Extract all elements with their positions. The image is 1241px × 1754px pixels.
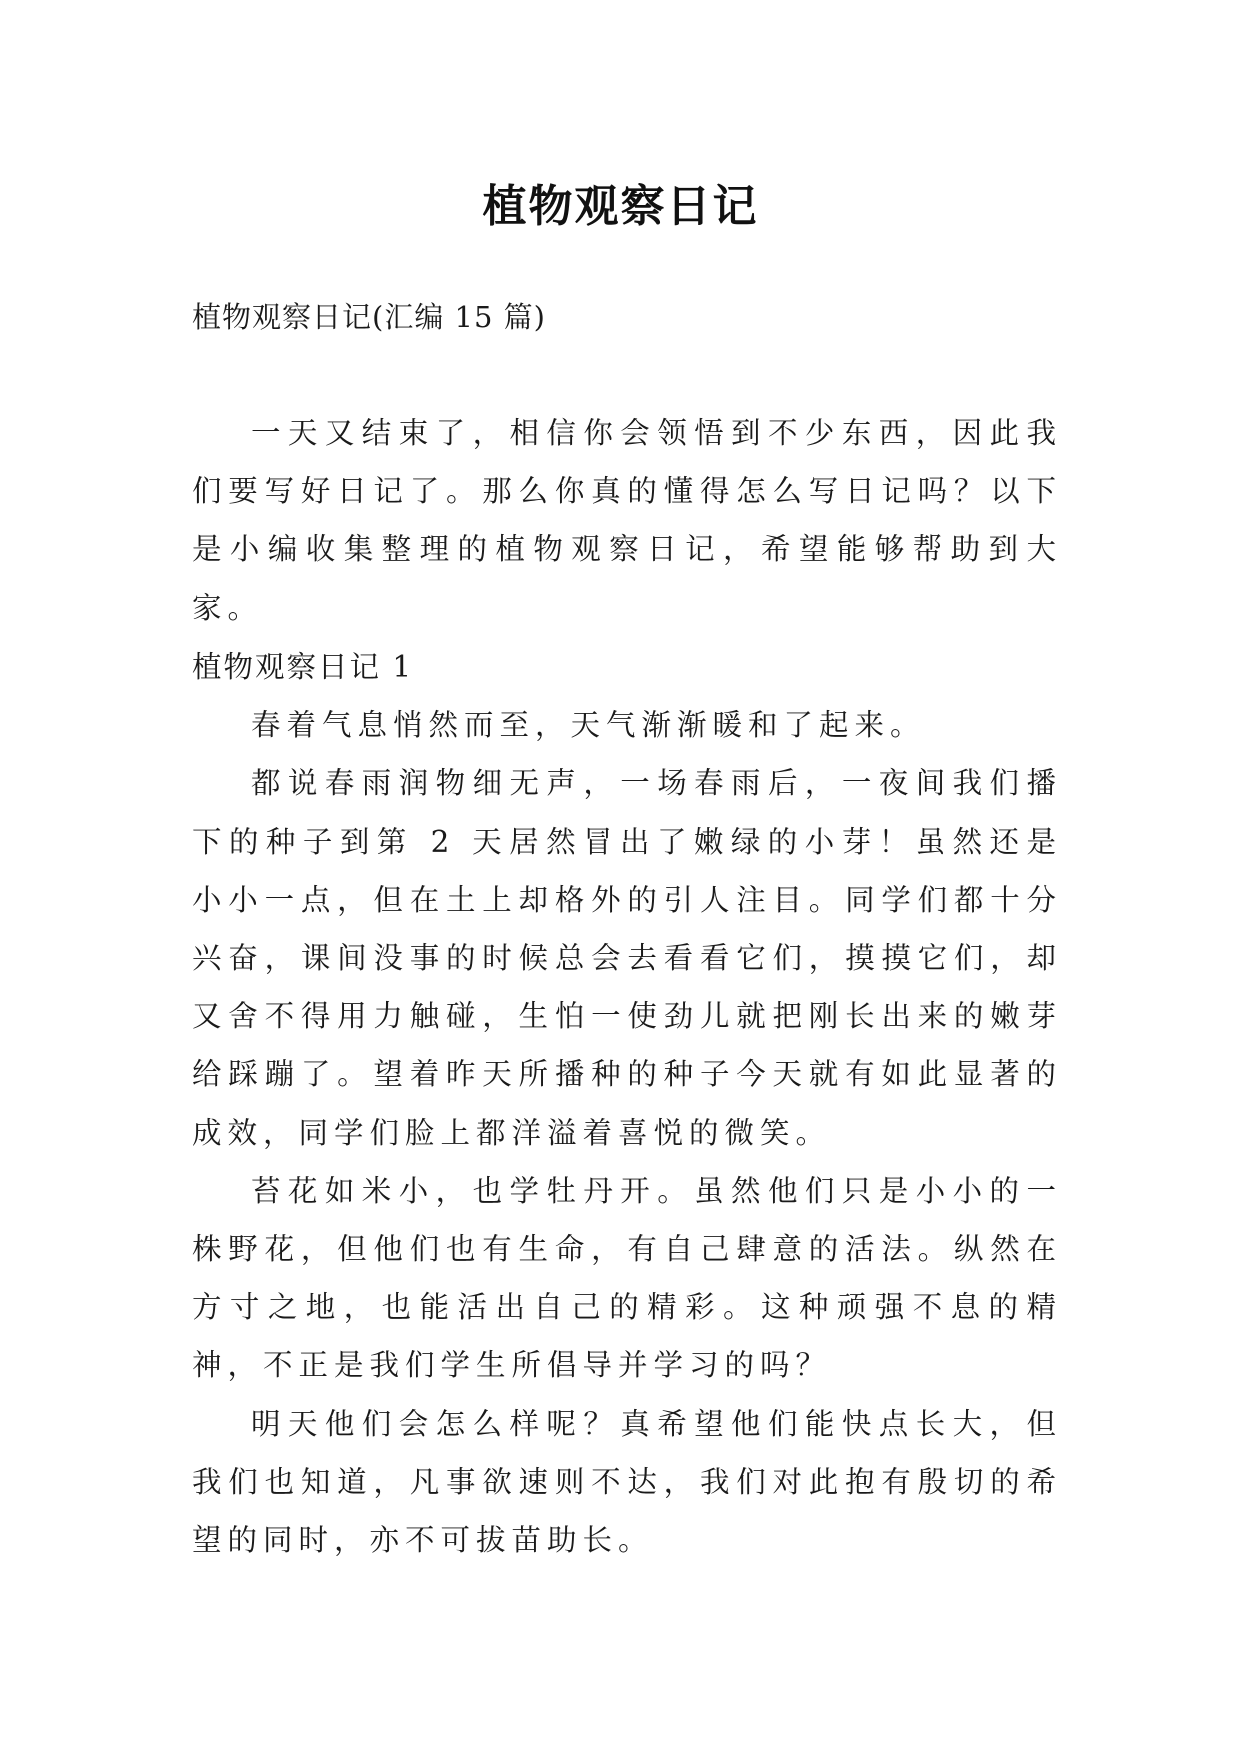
entry-paragraph: 春着气息悄然而至，天气渐渐暖和了起来。 — [251, 708, 926, 743]
intro-section — [192, 404, 1062, 637]
intro-paragraph: 一天又结束了，相信你会领悟到不少东西，因此我们要写好日记了。那么你真的懂得怎么写日记吗？以下是小编收集整理的植物观察日记，希望能够帮助到大家。 — [192, 416, 1062, 625]
entry-paragraph: 明天他们会怎么样呢？真希望他们能快点长大，但我们也知道，凡事欲速则不达，我们对此抱有殷切的希望的同时，亦不可拔苗助长。 — [192, 1406, 1062, 1558]
document-subtitle: 植物观察日记(汇编 15 篇) — [192, 300, 546, 334]
entry-heading: 植物观察日记 1 — [192, 650, 414, 684]
entry-section — [192, 638, 1062, 1569]
document-title: 植物观察日记 — [482, 181, 759, 233]
entry-paragraph: 苔花如米小，也学牡丹开。虽然他们只是小小的一株野花，但他们也有生命，有自己肆意的活法。纵然在方寸之地，也能活出自己的精彩。这种顽强不息的精神，不正是我们学生所倡导并学习的吗？ — [192, 1173, 1062, 1383]
entry-paragraph: 都说春雨润物细无声，一场春雨后，一夜间我们播下的种子到第 2 天居然冒出了嫩绿的小芽！虽然还是小小一点，但在土上却格外的引人注目。同学们都十分兴奋，课间没事的时候总会去看看它们，摸摸它们，却又舍不得用力触碰，生怕一使劲儿就把刚长出来的嫩芽给踩蹦了。望着昨天所播种的种子今天就有如此显著的成效，同学们脸上都洋溢着喜悦的微笑。 — [192, 766, 1062, 1150]
